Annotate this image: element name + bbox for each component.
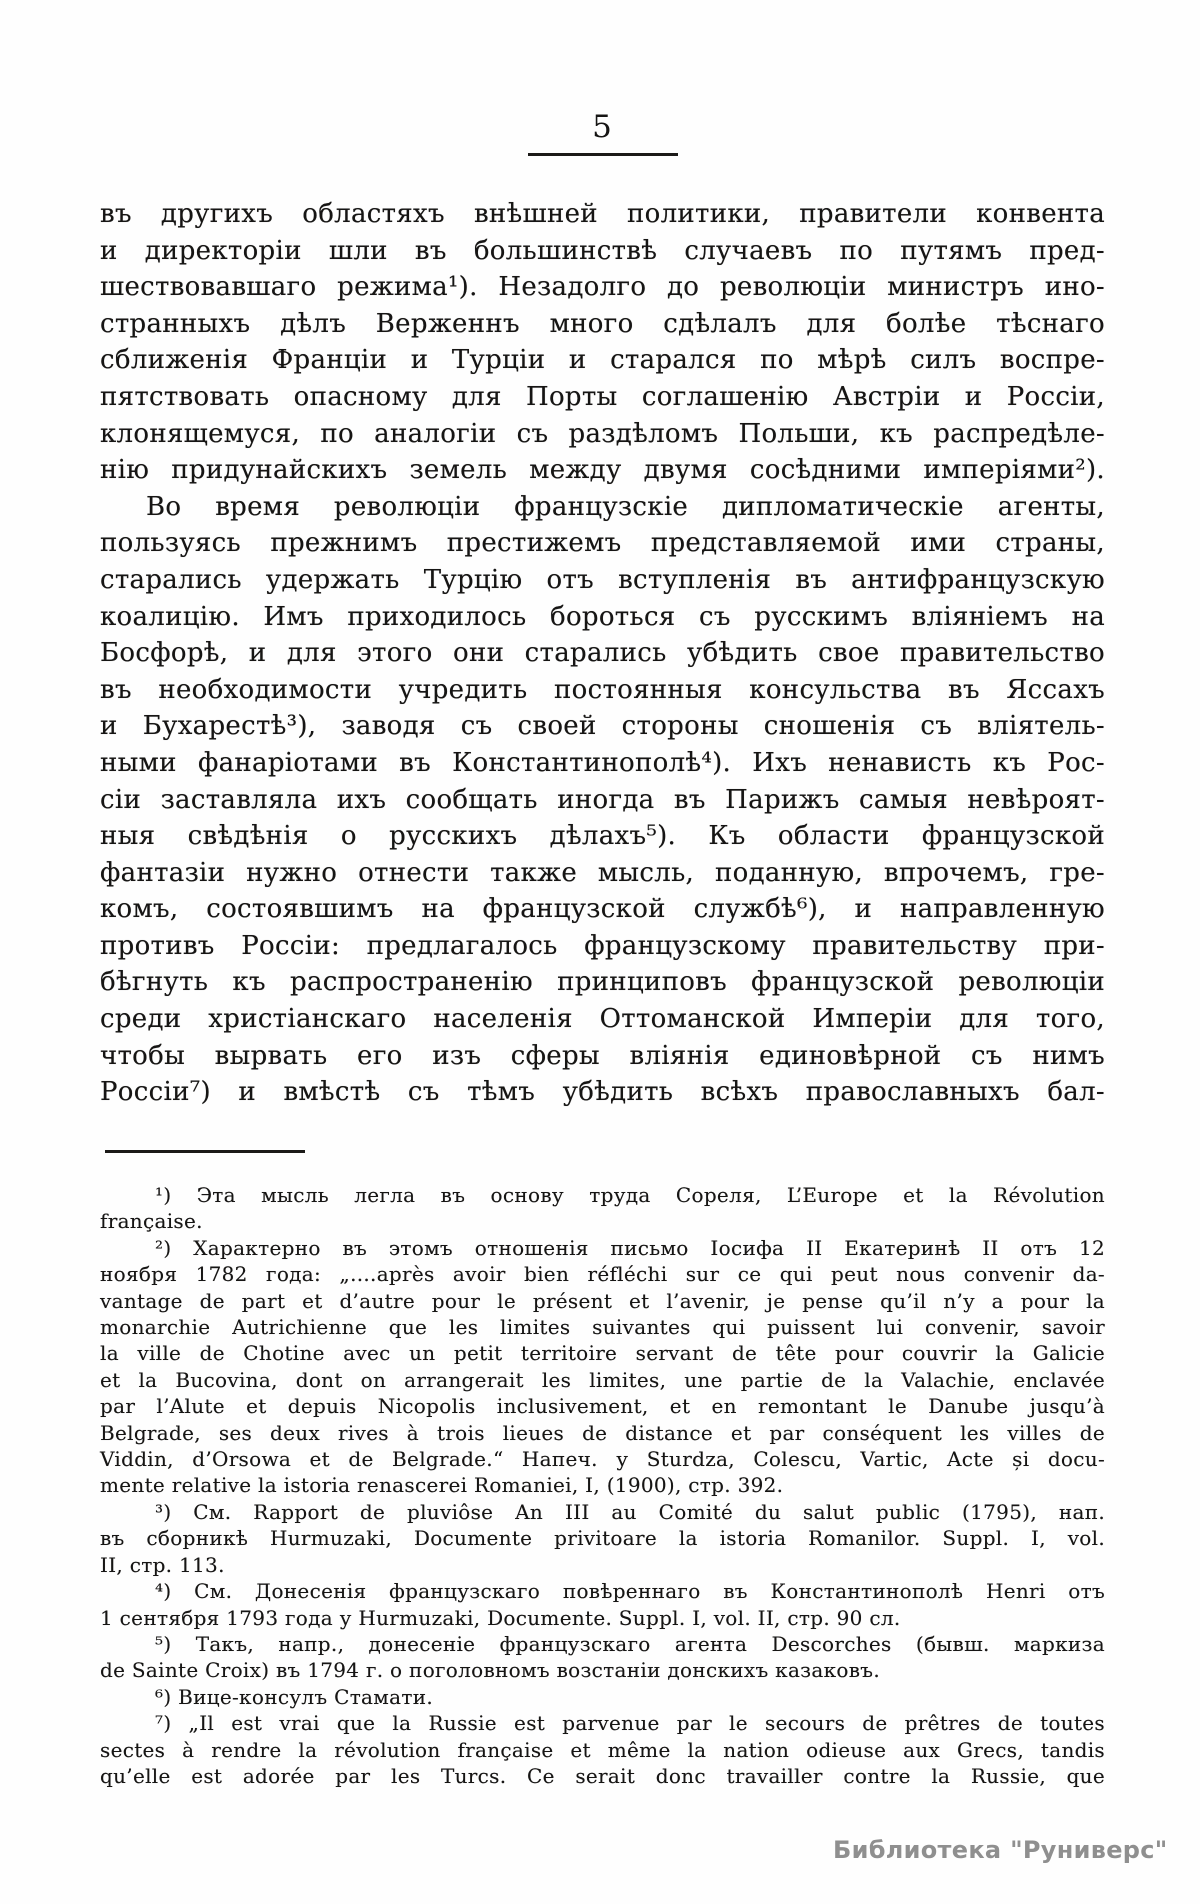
text-line: противъ Россіи: предлагалось французскому правительству при- [100, 930, 1105, 961]
text-line: въ необходимости учредить постоянныя консульства въ Яссахъ [100, 674, 1105, 705]
text-line: monarchie Autrichienne que les limites suivantes qui puissent lui convenir, savoir [100, 1315, 1105, 1340]
text-line: комъ, состоявшимъ на французской службѣ⁶), и направленную [100, 894, 1105, 925]
text-line: ⁷) „Il est vrai que la Russie est parvenue par le secours de prêtres de toutes [155, 1711, 1105, 1736]
text-line: коалицію. Имъ приходилось бороться съ русскимъ вліяніемъ на [100, 601, 1105, 632]
text-line: фантазіи нужно отнести также мысль, поданную, впрочемъ, гре- [100, 857, 1105, 888]
text-line: и директоріи шли въ большинствѣ случаевъ по путямъ пред- [100, 235, 1105, 266]
text-line: ⁵) Такъ, напр., донесеніе французскаго агента Descorches (бывш. маркиза [155, 1631, 1105, 1656]
text-line: ныя свѣдѣнія о русскихъ дѣлахъ⁵). Къ области французской [100, 821, 1105, 852]
text-line: vantage de part et d’autre pour le présent et l’avenir, je pense qu’il n’y a pour la [100, 1288, 1105, 1313]
text-line: de Sainte Croix) въ 1794 г. о поголовномъ возстаніи донскихъ казаковъ. [100, 1658, 880, 1683]
footnote-2 [100, 1235, 1105, 1499]
page-number: 5 [592, 109, 613, 145]
footnote-4 [100, 1578, 1105, 1631]
text-line: шествовавшаго режима¹). Незадолго до революціи министръ ино- [100, 272, 1105, 303]
paragraph-1 [100, 196, 1105, 489]
text-line: ⁶) Вице-консулъ Стамати. [155, 1684, 434, 1709]
text-line: ¹) Эта мысль легла въ основу труда Сореля, L’Europe et la Révolution [155, 1183, 1105, 1207]
footnote-separator-rule [105, 1150, 305, 1153]
footnotes-block [100, 1182, 1105, 1789]
text-line: Belgrade, ses deux rives à trois lieues de distance et par conséquent les villes de [100, 1420, 1105, 1445]
footnote-5 [100, 1631, 1105, 1684]
text-line: ²) Характерно въ этомъ отношенія письмо Іосифа II Екатеринѣ II отъ 12 [155, 1235, 1105, 1260]
text-line: par l’Alute et depuis Nicopolis inclusivement, et en remontant le Danube jusqu’à [100, 1394, 1105, 1419]
text-line: Россіи⁷) и вмѣстѣ съ тѣмъ убѣдить всѣхъ православныхъ бал- [100, 1077, 1105, 1108]
text-line: Viddin, d’Orsowa et de Belgrade.“ Напеч. у Sturdza, Colescu, Vartic, Acte și docu- [100, 1447, 1105, 1472]
text-line: ноября 1782 года: „....après avoir bien réfléchi sur ce qui peut nous convenir da- [100, 1262, 1105, 1287]
footnote-7 [100, 1710, 1105, 1789]
text-line: клонящемуся, по аналогіи съ раздѣломъ Польши, къ распредѣле- [100, 418, 1105, 449]
text-line: sectes à rendre la révolution française et même la nation odieuse aux Grecs, tandis [100, 1737, 1105, 1762]
text-line: ³) См. Rapport de pluviôse An III au Comité du salut public (1795), нап. [155, 1499, 1105, 1524]
text-line: la ville de Chotine avec un petit territoire servant de tête pour couvrir la Galicie [100, 1341, 1105, 1366]
text-line: mente relative la istoria renascerei Romaniei, I, (1900), стр. 392. [100, 1473, 784, 1498]
text-line: странныхъ дѣлъ Верженнъ много сдѣлалъ для болѣе тѣснаго [100, 308, 1105, 339]
text-line: et la Bucovina, dont on arrangerait les limites, une partie de la Valachie, enclavée [100, 1367, 1105, 1392]
text-line: ными фанаріотами въ Константинополѣ⁴). Ихъ ненависть къ Рос- [100, 747, 1105, 778]
text-line: въ сборникѣ Hurmuzaki, Documente privitoare la istoria Romanilor. Suppl. I, vol. [100, 1526, 1105, 1551]
text-line: нію придунайскихъ земель между двумя сосѣдними имперіями²). [100, 455, 1105, 486]
text-line: II, стр. 113. [100, 1552, 225, 1577]
text-line: Во время революціи французскіе дипломатическіе агенты, [146, 491, 1105, 522]
footnote-1 [100, 1182, 1105, 1235]
main-text [100, 196, 1105, 1111]
footnote-3 [100, 1499, 1105, 1578]
text-line: чтобы вырвать его изъ сферы вліянія единовѣрной съ нимъ [100, 1040, 1105, 1071]
text-line: среди христіанскаго населенія Оттоманской Имперіи для того, [100, 1004, 1105, 1035]
page-header [100, 110, 1105, 156]
paragraph-2 [100, 489, 1105, 1111]
text-line: française. [100, 1209, 203, 1234]
text-line: 1 сентября 1793 года у Hurmuzaki, Documente. Suppl. I, vol. II, стр. 90 сл. [100, 1605, 901, 1630]
text-line: и Бухарестѣ³), заводя съ своей стороны сношенія съ вліятель- [100, 711, 1105, 742]
text-line: въ другихъ областяхъ внѣшней политики, правители конвента [100, 199, 1105, 229]
library-watermark: Библиотека "Руниверс" [833, 1836, 1168, 1864]
text-line: бѣгнуть къ распространенію принциповъ французской революціи [100, 967, 1105, 998]
page-number-rule [528, 153, 678, 156]
text-line: пятствовать опасному для Порты соглашенію Австріи и Россіи, [100, 381, 1105, 412]
footnote-6 [100, 1684, 1105, 1710]
text-line: Босфорѣ, и для этого они старались убѣдить свое правительство [100, 638, 1105, 669]
text-line: сближенія Франціи и Турціи и старался по мѣрѣ силъ воспре- [100, 345, 1105, 376]
text-line: сіи заставляла ихъ сообщать иногда въ Парижъ самыя невѣроят- [100, 784, 1105, 815]
text-line: ⁴) См. Донесенія французскаго повѣреннаго въ Константинополѣ Henri отъ [155, 1579, 1105, 1604]
text-line: пользуясь прежнимъ престижемъ представляемой ими страны, [100, 528, 1105, 559]
text-line: старались удержать Турцію отъ вступленія въ антифранцузскую [100, 564, 1105, 595]
text-line: qu’elle est adorée par les Turcs. Ce serait donc travailler contre la Russie, que [100, 1763, 1105, 1788]
